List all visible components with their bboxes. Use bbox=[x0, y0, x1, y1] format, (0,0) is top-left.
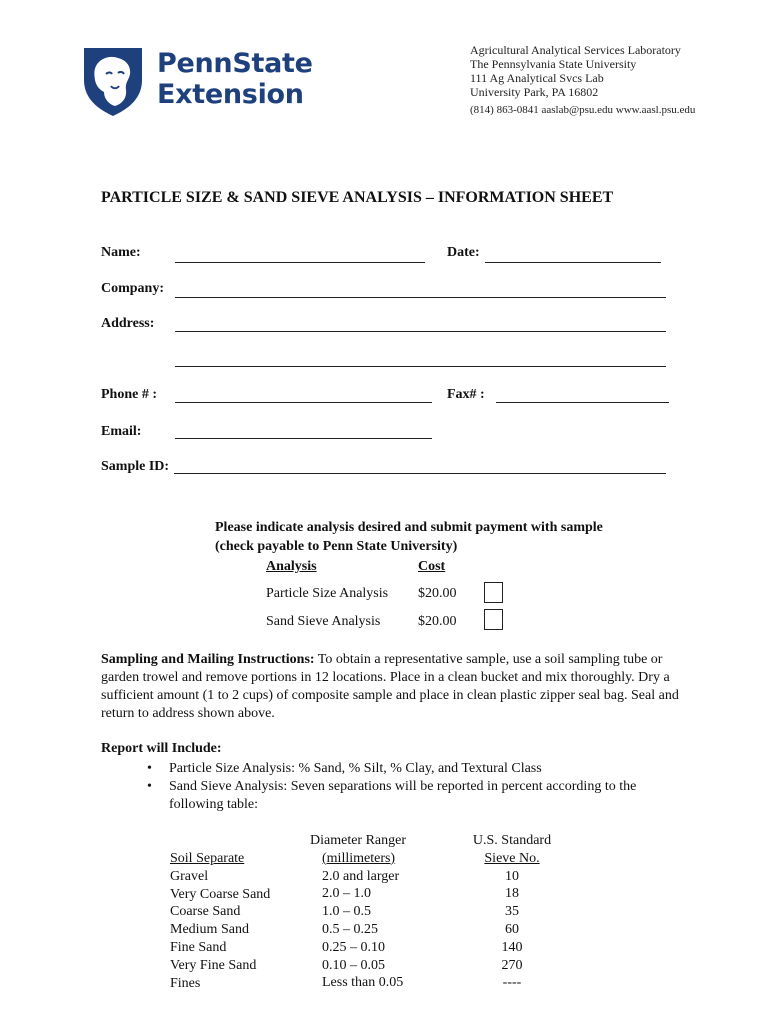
phone-field[interactable] bbox=[175, 402, 432, 403]
soil-separate-header: Soil Separate bbox=[170, 851, 245, 866]
lab-line: University Park, PA 16802 bbox=[470, 85, 599, 99]
table-cell: Fines bbox=[170, 975, 201, 991]
cost-column-header: Cost bbox=[418, 559, 446, 574]
email-label: Email: bbox=[101, 424, 142, 439]
address-field-line-1[interactable] bbox=[175, 331, 666, 332]
phone-label: Phone # : bbox=[101, 387, 157, 402]
name-label: Name: bbox=[101, 245, 141, 260]
company-field[interactable] bbox=[175, 297, 666, 298]
table-cell: 2.0 – 1.0 bbox=[322, 886, 371, 902]
table-cell: Very Fine Sand bbox=[170, 957, 257, 973]
diameter-header-line-2: (millimeters) bbox=[322, 850, 396, 866]
diameter-column bbox=[310, 832, 420, 992]
analysis-column-header: Analysis bbox=[266, 559, 317, 574]
table-cell: 0.10 – 0.05 bbox=[322, 957, 385, 973]
sample-id-label: Sample ID: bbox=[101, 459, 170, 474]
payment-instructions: Please indicate analysis desired and submit payment with sample (check payable to Penn State University) bbox=[215, 520, 603, 554]
table-cell: Medium Sand bbox=[170, 922, 249, 938]
report-bullet-list bbox=[147, 760, 687, 814]
analysis-name: Sand Sieve Analysis bbox=[266, 614, 381, 629]
table-cell: 2.0 and larger bbox=[322, 868, 400, 884]
page-title: PARTICLE SIZE & SAND SIEVE ANALYSIS – INFORMATION SHEET bbox=[101, 189, 614, 206]
soil-separate-column bbox=[170, 850, 270, 992]
sand-sieve-checkbox[interactable] bbox=[484, 609, 503, 630]
logo-line-1: PennState bbox=[157, 48, 313, 79]
fax-label: Fax# : bbox=[447, 387, 485, 402]
email-field[interactable] bbox=[175, 438, 432, 439]
table-cell: 10 bbox=[505, 868, 519, 884]
penn-state-shield-logo bbox=[82, 46, 144, 118]
sieve-number-column bbox=[466, 832, 558, 992]
sieve-header-line-1: U.S. Standard bbox=[472, 833, 552, 848]
lab-line: 111 Ag Analytical Svcs Lab bbox=[470, 71, 604, 85]
table-cell: 0.25 – 0.10 bbox=[322, 939, 385, 955]
table-cell: Fine Sand bbox=[170, 939, 227, 955]
sample-id-field[interactable] bbox=[174, 473, 666, 474]
sampling-heading: Sampling and Mailing Instructions: bbox=[101, 652, 315, 667]
particle-size-checkbox[interactable] bbox=[484, 582, 503, 603]
analysis-cost: $20.00 bbox=[418, 614, 457, 629]
table-cell: Coarse Sand bbox=[170, 904, 241, 920]
table-cell: Gravel bbox=[170, 868, 209, 884]
date-field[interactable] bbox=[485, 262, 661, 263]
extension-wordmark bbox=[157, 48, 313, 110]
bullet-text: Particle Size Analysis: % Sand, % Silt, % Clay, and Textural Class bbox=[169, 761, 542, 776]
name-field[interactable] bbox=[175, 262, 425, 263]
table-cell: 140 bbox=[501, 939, 523, 955]
date-label: Date: bbox=[447, 245, 480, 260]
bullet-icon: • bbox=[147, 779, 152, 794]
analysis-cost: $20.00 bbox=[418, 586, 457, 601]
company-label: Company: bbox=[101, 281, 165, 296]
table-cell: 1.0 – 0.5 bbox=[322, 904, 371, 920]
lab-address-block bbox=[470, 43, 681, 99]
table-cell: ---- bbox=[502, 975, 522, 991]
table-cell: 0.5 – 0.25 bbox=[322, 921, 378, 937]
analysis-name: Particle Size Analysis bbox=[266, 586, 389, 601]
address-field-line-2[interactable] bbox=[175, 366, 666, 367]
table-cell: Less than 0.05 bbox=[322, 975, 404, 991]
sampling-instructions bbox=[101, 651, 681, 723]
table-cell: 35 bbox=[505, 904, 519, 920]
lab-contact-line: (814) 863-0841 aaslab@psu.edu www.aasl.psu.edu bbox=[470, 104, 696, 116]
report-heading: Report will Include: bbox=[101, 741, 222, 756]
fax-field[interactable] bbox=[496, 402, 669, 403]
table-cell: 270 bbox=[501, 957, 523, 973]
table-cell: 60 bbox=[505, 921, 519, 937]
logo-line-2: Extension bbox=[157, 79, 304, 110]
address-label: Address: bbox=[101, 316, 155, 331]
table-cell: Very Coarse Sand bbox=[170, 886, 271, 902]
list-item bbox=[147, 760, 687, 778]
sampling-text: To obtain a representative sample, use a soil sampling tube or garden trowel and remove portions in 12 locations. Place in a clean bucket and mix thoroughly. Dry a sufficient amount (1 to 2 cups) of composite sample and place in clean plastic zipper seal bag. Seal and return to address shown above. bbox=[101, 652, 679, 721]
bullet-icon: • bbox=[147, 761, 152, 776]
diameter-header-line-1: Diameter Ranger bbox=[310, 833, 407, 848]
table-cell: 18 bbox=[505, 886, 519, 902]
list-item bbox=[147, 778, 687, 814]
lab-line: The Pennsylvania State University bbox=[470, 57, 637, 71]
sieve-header-line-2: Sieve No. bbox=[484, 850, 540, 866]
bullet-text: Sand Sieve Analysis: Seven separations will be reported in percent according to the following table: bbox=[169, 779, 637, 812]
lab-line: Agricultural Analytical Services Laboratory bbox=[470, 43, 681, 57]
